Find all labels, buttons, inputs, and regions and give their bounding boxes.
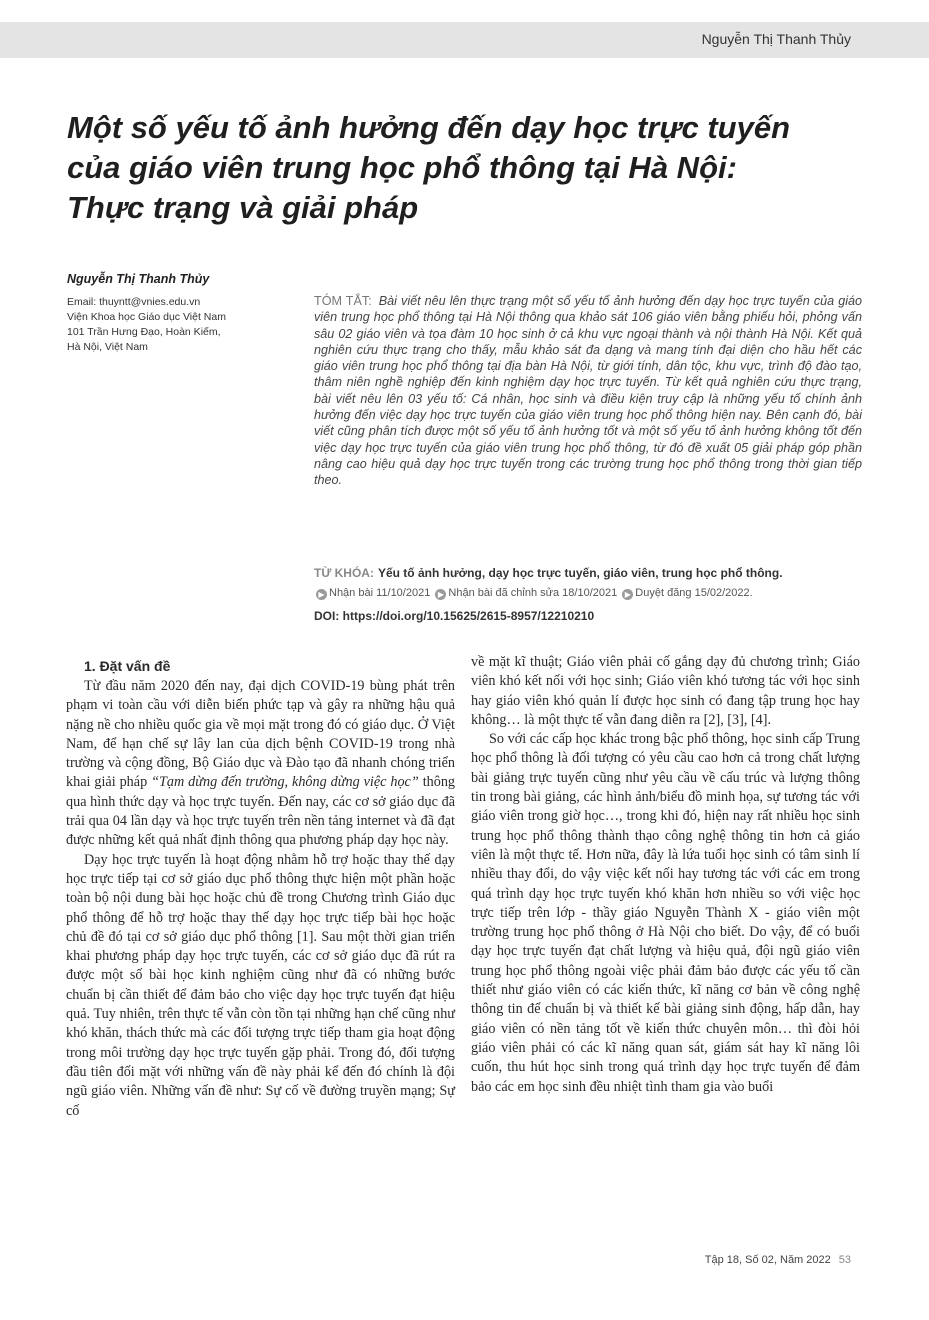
abstract-label: TÓM TẮT: — [314, 294, 372, 308]
body-column-left — [66, 653, 455, 1121]
running-header-author: Nguyễn Thị Thanh Thủy — [701, 31, 851, 47]
title-line: của giáo viên trung học phổ thông tại Hà Nội: — [67, 150, 737, 185]
article-title — [67, 108, 867, 228]
body-paragraph-continued: về mặt kĩ thuật; Giáo viên phải cố gắng dạy đủ chương trình; Giáo viên khó kết nối với học sinh; Giáo viên khó tương tác với học sinh hay giáo viên khó quản lí được học sinh có đang tập trung học hay không… là một thực tế vẫn đang diễn ra [2], [3], [4]. — [471, 654, 860, 728]
accepted-date: Duyệt đăng 15/02/2022. — [635, 587, 753, 599]
paragraph-text: thông qua hình thức dạy và học trực tuyến. Đến nay, các cơ sở giáo dục đã trải qua 04 lần dạy và học trực tuyến trên nền tảng internet và đã đạt được những kết quả nhất định thông qua phương pháp dạy học này. — [66, 774, 456, 849]
author-email: Email: thuyntt@vnies.edu.vn — [67, 296, 201, 308]
body-paragraph — [66, 677, 455, 851]
body-paragraph: Dạy học trực tuyến là hoạt động nhằm hỗ trợ hoặc thay thế dạy học trực tiếp tại cơ sở giáo dục phổ thông thực hiện một phần hoặc toàn bộ nội dung bài học hoặc chủ đề trong Chương trình Giáo dục phổ thông để hỗ trợ hoặc thay thế dạy học trực tiếp bài học hoặc chủ đề đó tại cơ sở giáo dục phổ thông [1]. Sau một thời gian triển khai phương pháp dạy học trực tuyến, các cơ sở giáo dục đã rút ra được một số bài học kinh nghiệm cũng như đã có những bước chuẩn bị cần thiết để đảm bảo cho việc dạy học trực tuyến đạt hiệu quả. Tuy nhiên, trên thực tế vẫn còn tồn tại những hạn chế cũng như khó khăn, thách thức mà các đối tượng trực tiếp tham gia hoạt động trong môi trường dạy học trực tuyến gặp phải. Trong đó, đối tượng đầu tiên đối mặt với những vấn đề này phải kể đến đó chính là đội ngũ giáo viên. Những vấn đề như: Sự cố về đường truyền mạng; Sự cố — [66, 851, 455, 1119]
affiliation-line: 101 Trần Hưng Đạo, Hoàn Kiếm, — [67, 326, 221, 338]
issue-info: Tập 18, Số 02, Năm 2022 — [704, 1254, 831, 1266]
body-paragraph: So với các cấp học khác trong bậc phổ thông, học sinh cấp Trung học phổ thông là đối tượng có yêu cầu cao hơn cả trong chất lượng bài giảng trực tuyến cũng như yêu cầu về cấu trúc và lượng thông tin trong bài giảng, các hình ảnh/biểu đồ minh họa, sự tương tác với giáo viên trong giờ học…, trong khi đó, hiện nay rất nhiều học sinh trung học phổ thông thành thạo công nghệ thông tin hơn cả giáo viên là một thực tế. Hơn nữa, đây là lứa tuổi học sinh có tâm sinh lí nhiều thay đổi, do vậy việc kết nối hay tương tác với các em trong quá trình dạy học trực tuyến khó khăn hơn nhiều so với việc học trực tiếp trên lớp - thầy giáo Nguyễn Thành X - giáo viên một trường trung học phổ thông ở Hà Nội cho biết. Do vậy, để có buổi dạy học trực tuyến đạt chất lượng và hiệu quả, đội ngũ giáo viên trung học phổ thông ngoài việc phải đảm bảo được các yếu tố cần thiết như giáo viên có các kiến thức, kĩ năng cơ bản về công nghệ thông tin để chuẩn bị và thiết kế bài giảng sinh động, hấp dẫn, hay giáo viên có nền tảng tốt về kiến thức chuyên môn… thì đòi hỏi giáo viên phải có các kĩ năng quan sát, giám sát hay kĩ năng lôi cuốn, thu hút học sinh trong quá trình dạy học trực tuyến để đảm bảo các em học sinh đều nhiệt tình tham gia vào buổi — [471, 731, 860, 1095]
affiliation-line: Hà Nội, Việt Nam — [67, 341, 148, 353]
arrow-right-icon: ▶ — [316, 589, 327, 600]
quoted-slogan: “Tạm dừng đến trường, không dừng việc học” — [151, 774, 419, 791]
keywords-text: Yếu tố ảnh hưởng, dạy học trực tuyến, giáo viên, trung học phổ thông. — [377, 566, 783, 580]
abstract-text: Bài viết nêu lên thực trạng một số yếu tố ảnh hưởng đến dạy học trực tuyến của giáo viên trung học phổ thông tại Hà Nội thông qua khảo sát 106 giáo viên bằng phiếu hỏi, phỏng vấn sâu 02 giáo viên và tọa đàm 10 học sinh ở cả khu vực ngoại thành và nội thành Hà Nội. Kết quả nghiên cứu thực trạng cho thấy, mẫu khảo sát đa dạng và mang tính đại diện cho hầu hết các giáo viên trung học phổ thông tại địa bàn Hà Nội, từ giới tính, dân tộc, khu vực, trình độ đào tạo, thâm niên nghề nghiệp đến kinh nghiệm dạy học trực tuyến. Từ kết quả nghiên cứu thực trạng, bài viết nêu lên 03 yếu tố: Cá nhân, học sinh và điều kiện truy cập là những yếu tố chính ảnh hưởng đến việc dạy học trực tuyến của giáo viên trung học phổ thông hiện nay. Bên cạnh đó, bài viết cũng phân tích được một số yếu tố ảnh hưởng tốt và một số yếu tố ảnh hưởng không tốt đến việc dạy học trực tuyến của giáo viên trung học phổ thông, từ đó đề xuất 05 giải pháp góp phần nâng cao hiệu quả dạy học trực tuyến trong các trường trung học phổ thông trong thời gian tiếp theo. — [314, 294, 863, 488]
submission-dates — [314, 587, 753, 600]
page-footer — [705, 1254, 851, 1266]
affiliation-line: Viện Khoa học Giáo dục Việt Nam — [67, 311, 226, 323]
title-line: Thực trạng và giải pháp — [67, 190, 419, 225]
paragraph-text: Từ đầu năm 2020 đến nay, đại dịch COVID-19 bùng phát trên phạm vi toàn cầu với diễn biến phức tạp và gây ra những hậu quả nặng nề cho nhiều quốc gia về mọi mặt trong đó có giáo dục. Ở Việt Nam, để hạn chế sự lây lan của dịch bệnh COVID-19 trong nhà trường và cộng đồng, Bộ Giáo dục và Đào tạo đã nhanh chóng triển khai giải pháp — [66, 678, 455, 791]
author-affiliation — [67, 295, 297, 355]
section-heading: 1. Đặt vấn đề — [84, 658, 171, 674]
title-line: Một số yếu tố ảnh hưởng đến dạy học trực tuyến — [67, 110, 791, 145]
keywords — [314, 566, 874, 580]
author-name: Nguyễn Thị Thanh Thủy — [67, 272, 210, 286]
keywords-label: TỪ KHÓA: — [314, 566, 374, 580]
arrow-right-icon: ▶ — [622, 589, 633, 600]
arrow-right-icon: ▶ — [435, 589, 446, 600]
body-column-right — [471, 653, 860, 1097]
received-date: Nhận bài 11/10/2021 — [329, 587, 431, 599]
abstract — [314, 293, 862, 489]
doi-link[interactable]: DOI: https://doi.org/10.15625/2615-8957/12210210 — [314, 609, 595, 623]
revised-date: Nhận bài đã chỉnh sửa 18/10/2021 — [448, 587, 618, 599]
page-number: 53 — [838, 1254, 851, 1266]
